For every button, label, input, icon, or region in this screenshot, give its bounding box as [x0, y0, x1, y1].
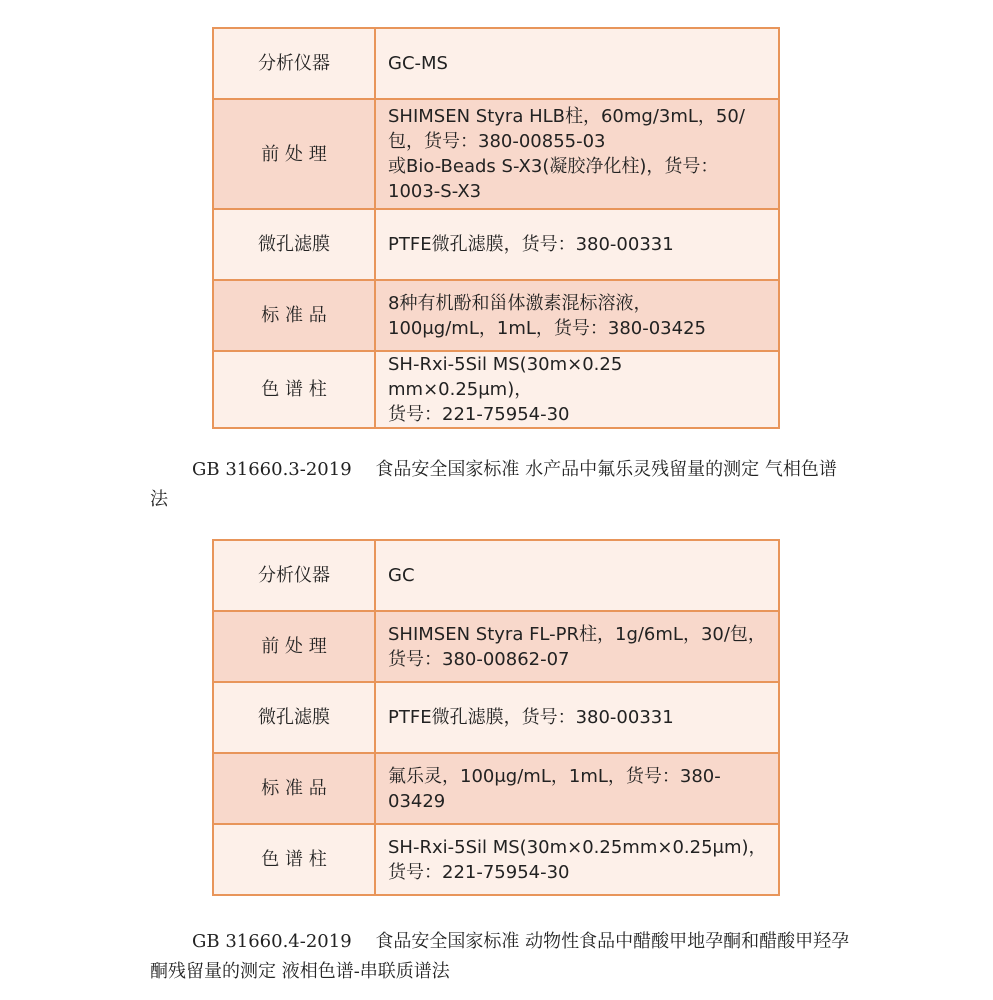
- row-value: 8种有机酚和甾体激素混标溶液， 100μg/mL，1mL，货号：380-03425: [375, 280, 779, 351]
- spec-table-1: [212, 27, 780, 429]
- row-label: 微孔滤膜: [213, 682, 375, 753]
- row-value: GC-MS: [375, 28, 779, 99]
- row-value: PTFE微孔滤膜，货号：380-00331: [375, 209, 779, 280]
- row-value: PTFE微孔滤膜，货号：380-00331: [375, 682, 779, 753]
- table-row: [213, 28, 779, 99]
- standard-caption-2: GB 31660.4-2019 食品安全国家标准 动物性食品中醋酸甲地孕酮和醋酸甲羟孕酮残留量的测定 液相色谱-串联质谱法: [150, 931, 850, 982]
- table-row: [213, 540, 779, 611]
- table-row: [213, 280, 779, 351]
- row-label: 微孔滤膜: [213, 209, 375, 280]
- row-label: 前 处 理: [213, 99, 375, 209]
- table-row: [213, 209, 779, 280]
- row-value: 氟乐灵，100μg/mL，1mL，货号：380- 03429: [375, 753, 779, 824]
- table-row: [213, 611, 779, 682]
- row-label: 色 谱 柱: [213, 824, 375, 895]
- table-row: [213, 682, 779, 753]
- row-label: 色 谱 柱: [213, 351, 375, 428]
- row-label: 分析仪器: [213, 540, 375, 611]
- row-value: SH-Rxi-5Sil MS(30m×0.25mm×0.25μm)， 货号：221-75954-30: [375, 824, 779, 895]
- row-value: SHIMSEN Styra HLB柱，60mg/3mL，50/ 包，货号：380-00855-03 或Bio-Beads S-X3(凝胶净化柱)，货号： 1003-S-X3: [375, 99, 779, 209]
- row-value: SH-Rxi-5Sil MS(30m×0.25 mm×0.25μm)， 货号：221-75954-30: [375, 351, 779, 428]
- table-row: [213, 351, 779, 428]
- table-row: [213, 824, 779, 895]
- standard-caption-1: GB 31660.3-2019 食品安全国家标准 水产品中氟乐灵残留量的测定 气相色谱法: [150, 459, 837, 510]
- row-label: 标 准 品: [213, 753, 375, 824]
- row-value: SHIMSEN Styra FL-PR柱，1g/6mL，30/包， 货号：380-00862-07: [375, 611, 779, 682]
- table-row: [213, 753, 779, 824]
- spec-table-2: [212, 539, 780, 896]
- row-value: GC: [375, 540, 779, 611]
- row-label: 前 处 理: [213, 611, 375, 682]
- row-label: 分析仪器: [213, 28, 375, 99]
- row-label: 标 准 品: [213, 280, 375, 351]
- table-row: [213, 99, 779, 209]
